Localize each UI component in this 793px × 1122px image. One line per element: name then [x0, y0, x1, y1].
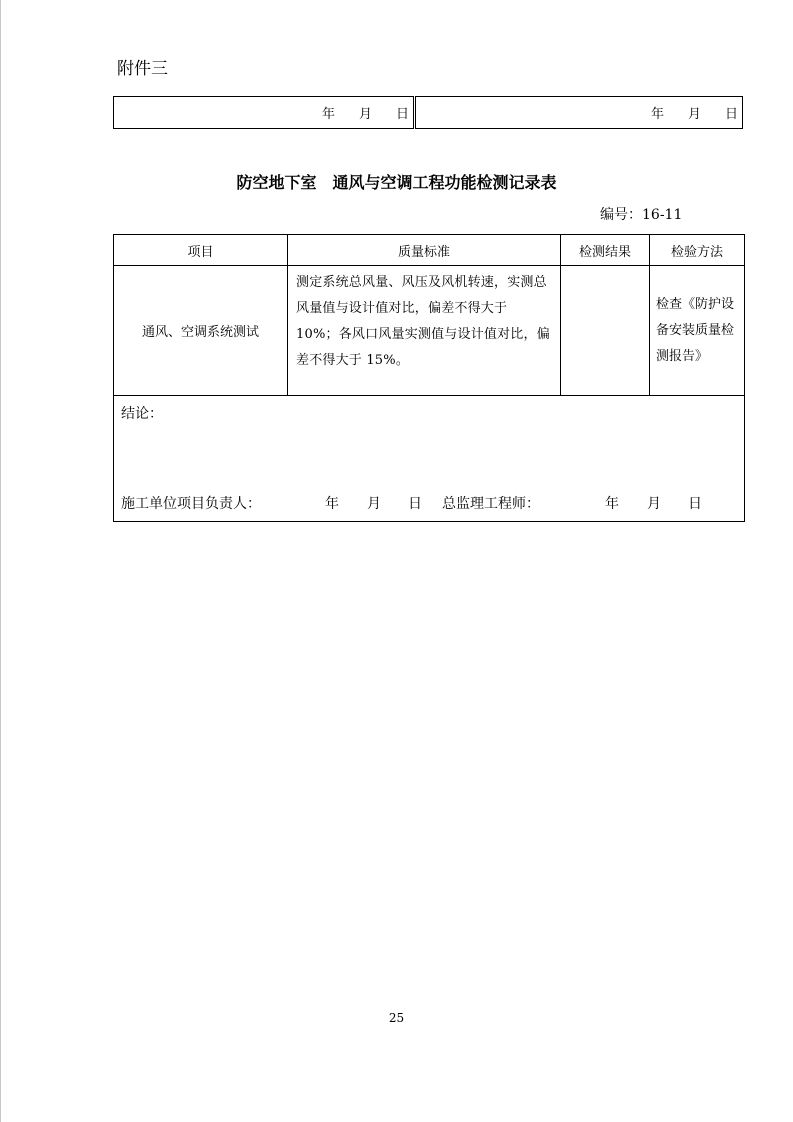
method-cell: 检查《防护设备安装质量检测报告》 — [650, 266, 745, 396]
supervisor-year: 年 — [605, 496, 619, 512]
conclusion-label: 结论： — [121, 406, 163, 422]
conclusion-row — [114, 396, 745, 522]
contractor-year: 年 — [325, 496, 339, 512]
date-month: 月 — [687, 107, 701, 122]
supervisor-day: 日 — [688, 496, 702, 512]
conclusion-cell[interactable] — [114, 396, 745, 522]
document-title — [0, 172, 793, 194]
contractor-day: 日 — [408, 496, 422, 512]
date-day: 日 — [395, 107, 409, 122]
table-row — [114, 266, 745, 396]
page-edge-line — [0, 0, 1, 1122]
date-table — [113, 96, 743, 129]
inspection-table — [113, 234, 745, 522]
attachment-label: 附件三 — [117, 59, 168, 79]
title-part-1: 防空地下室 — [236, 173, 317, 192]
date-cell-right — [415, 97, 743, 129]
title-part-2: 通风与空调工程功能检测记录表 — [332, 173, 557, 192]
serial-number: 编号：16-11 — [600, 207, 683, 223]
table-header-row — [114, 235, 745, 266]
supervisor-label: 总监理工程师： — [442, 496, 540, 512]
header-method: 检验方法 — [650, 235, 745, 266]
contractor-label: 施工单位项目负责人： — [121, 496, 261, 512]
date-month: 月 — [358, 107, 372, 122]
result-cell[interactable] — [561, 266, 650, 396]
supervisor-month: 月 — [647, 496, 661, 512]
contractor-month: 月 — [367, 496, 381, 512]
date-year: 年 — [650, 107, 664, 122]
date-day: 日 — [724, 107, 738, 122]
standard-cell: 测定系统总风量、风压及风机转速，实测总风量值与设计值对比，偏差不得大于 10%；各风口风量实测值与设计值对比，偏差不得大于 15%。 — [288, 266, 561, 396]
header-result: 检测结果 — [561, 235, 650, 266]
page-number: 25 — [388, 1011, 405, 1025]
header-item: 项目 — [114, 235, 288, 266]
header-standard: 质量标准 — [288, 235, 561, 266]
date-year: 年 — [321, 107, 335, 122]
item-cell: 通风、空调系统测试 — [114, 266, 288, 396]
date-cell-left — [114, 97, 415, 129]
